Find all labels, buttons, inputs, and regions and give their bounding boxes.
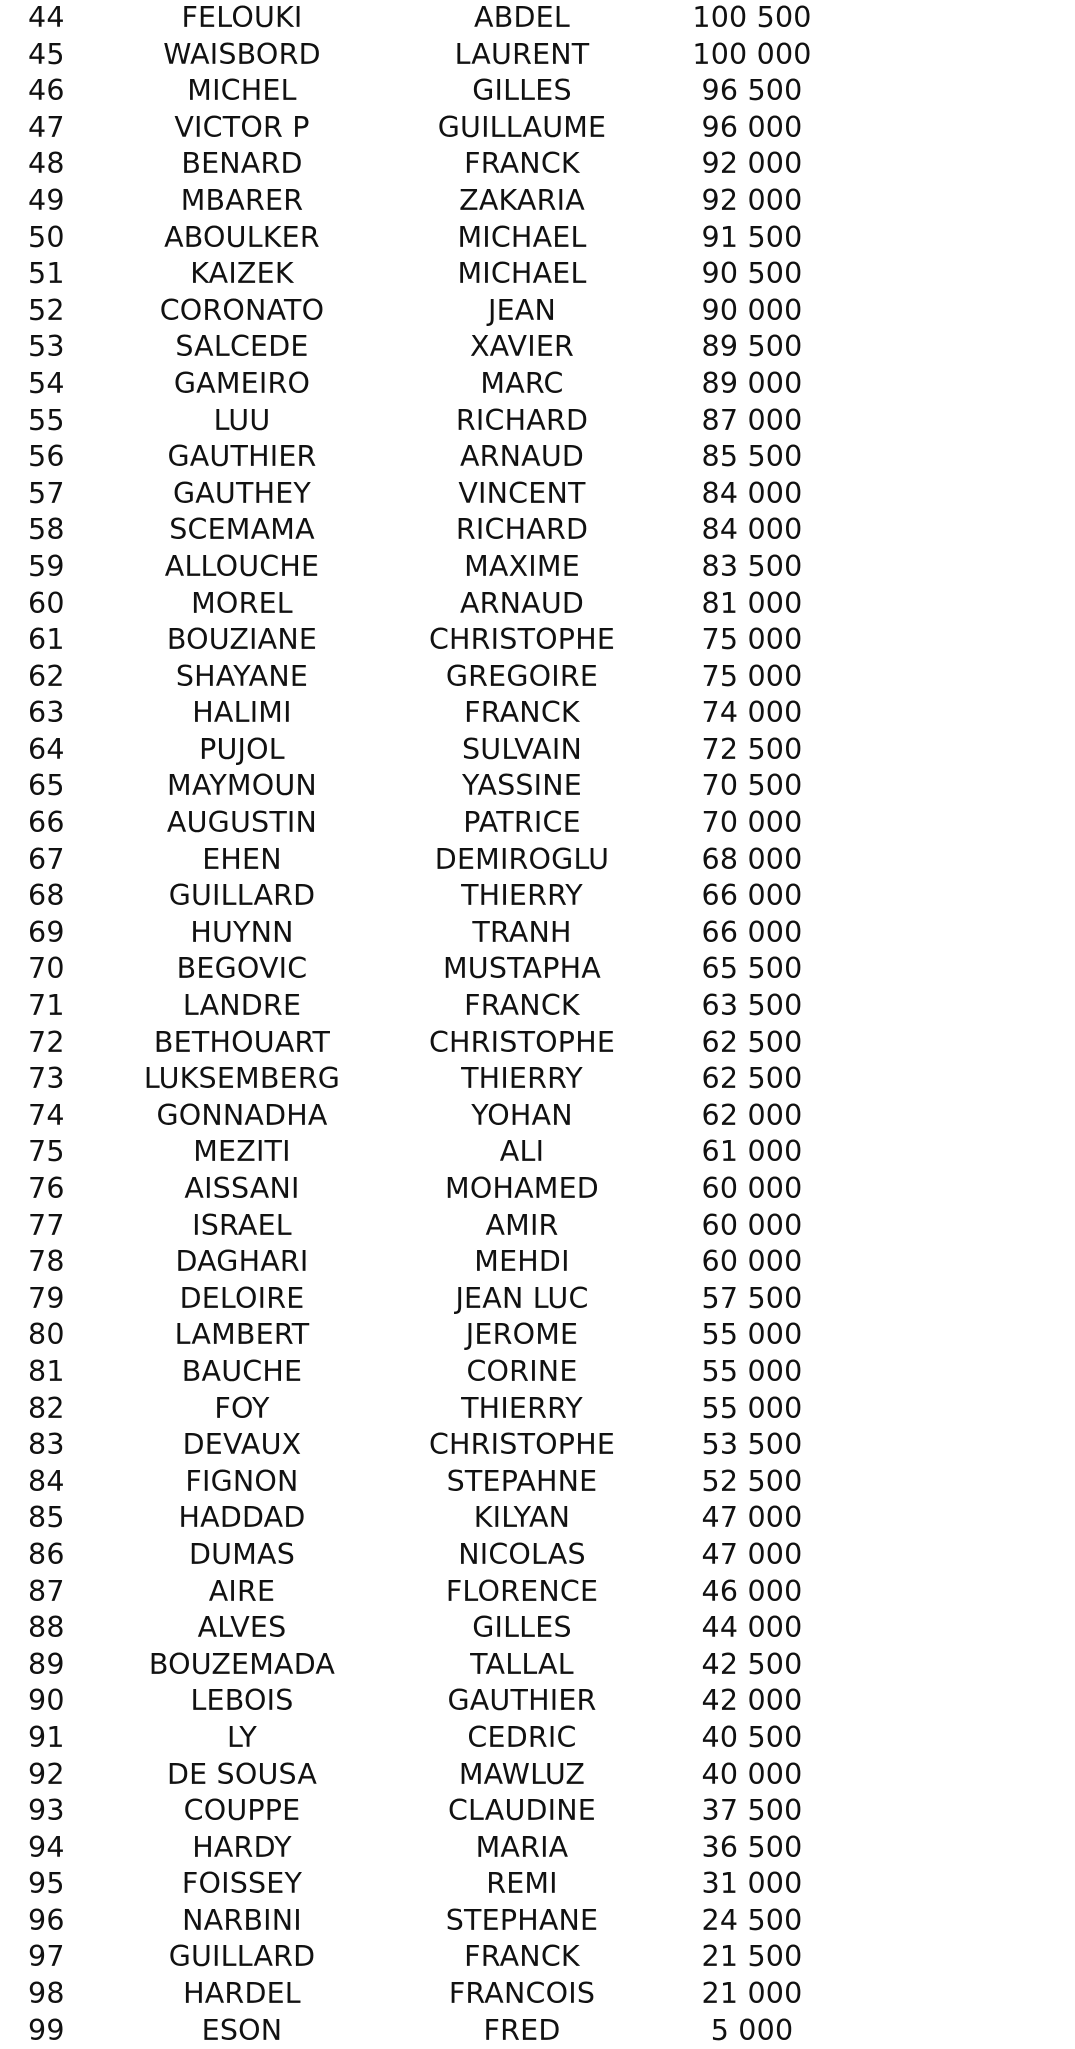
first-name-cell: STEPAHNE xyxy=(446,1464,598,1498)
last-name-cell: DUMAS xyxy=(189,1537,295,1571)
first-name-cell: CHRISTOPHE xyxy=(428,623,616,657)
first-name-cell: CORINE xyxy=(466,1354,578,1388)
table-row xyxy=(0,183,1075,220)
table-row xyxy=(0,146,1075,183)
last-name-cell: DEVAUX xyxy=(182,1428,302,1462)
table-row xyxy=(0,293,1075,330)
amount-cell: 31 000 xyxy=(701,1867,803,1901)
amount-cell: 61 000 xyxy=(701,1135,803,1169)
last-name-cell: SALCEDE xyxy=(175,330,309,364)
table-row xyxy=(0,37,1075,74)
amount-cell: 52 500 xyxy=(701,1464,803,1498)
rank-cell: 68 xyxy=(28,879,65,913)
rank-cell: 92 xyxy=(28,1757,65,1791)
table-row xyxy=(0,1244,1075,1281)
rank-cell: 62 xyxy=(28,659,65,693)
amount-cell: 40 500 xyxy=(701,1720,803,1754)
table-row xyxy=(0,878,1075,915)
table-row xyxy=(0,1866,1075,1903)
table-row xyxy=(0,1134,1075,1171)
amount-cell: 53 500 xyxy=(701,1428,803,1462)
amount-cell: 24 500 xyxy=(701,1903,803,1937)
rank-cell: 80 xyxy=(28,1318,65,1352)
first-name-cell: GAUTHIER xyxy=(447,1684,597,1718)
rank-cell: 81 xyxy=(28,1354,65,1388)
amount-cell: 85 500 xyxy=(701,440,803,474)
first-name-cell: AMIR xyxy=(485,1208,559,1242)
last-name-cell: NARBINI xyxy=(182,1903,302,1937)
first-name-cell: CLAUDINE xyxy=(447,1794,597,1828)
table-row xyxy=(0,476,1075,513)
amount-cell: 70 000 xyxy=(701,806,803,840)
last-name-cell: HALIMI xyxy=(192,696,292,730)
rank-cell: 90 xyxy=(28,1684,65,1718)
rank-cell: 55 xyxy=(28,403,65,437)
last-name-cell: HARDEL xyxy=(183,1977,301,2011)
first-name-cell: PATRICE xyxy=(463,806,581,840)
rank-cell: 77 xyxy=(28,1208,65,1242)
last-name-cell: FOISSEY xyxy=(181,1867,303,1901)
table-row xyxy=(0,403,1075,440)
table-row xyxy=(0,1464,1075,1501)
table-row xyxy=(0,73,1075,110)
rank-cell: 83 xyxy=(28,1428,65,1462)
rank-cell: 58 xyxy=(28,513,65,547)
last-name-cell: LY xyxy=(227,1720,257,1754)
amount-cell: 5 000 xyxy=(710,2013,794,2047)
first-name-cell: THIERRY xyxy=(461,879,583,913)
amount-cell: 62 500 xyxy=(701,1025,803,1059)
first-name-cell: YASSINE xyxy=(461,769,582,803)
first-name-cell: STEPHANE xyxy=(445,1903,599,1937)
last-name-cell: SHAYANE xyxy=(175,659,309,693)
first-name-cell: TRANH xyxy=(472,915,572,949)
amount-cell: 91 500 xyxy=(701,220,803,254)
amount-cell: 83 500 xyxy=(701,549,803,583)
rank-cell: 82 xyxy=(28,1391,65,1425)
table-row xyxy=(0,842,1075,879)
last-name-cell: BOUZEMADA xyxy=(148,1647,336,1681)
last-name-cell: MOREL xyxy=(191,586,293,620)
table-row xyxy=(0,1208,1075,1245)
first-name-cell: ARNAUD xyxy=(459,440,585,474)
last-name-cell: GAMEIRO xyxy=(173,366,311,400)
table-row xyxy=(0,1757,1075,1794)
first-name-cell: CHRISTOPHE xyxy=(428,1025,616,1059)
first-name-cell: THIERRY xyxy=(461,1391,583,1425)
first-name-cell: MICHAEL xyxy=(457,257,587,291)
table-row xyxy=(0,805,1075,842)
table-row xyxy=(0,1537,1075,1574)
first-name-cell: XAVIER xyxy=(469,330,575,364)
first-name-cell: MEHDI xyxy=(474,1245,570,1279)
last-name-cell: HARDY xyxy=(192,1830,292,1864)
amount-cell: 84 000 xyxy=(701,513,803,547)
amount-cell: 47 000 xyxy=(701,1501,803,1535)
first-name-cell: GUILLAUME xyxy=(437,110,607,144)
last-name-cell: BAUCHE xyxy=(181,1354,303,1388)
amount-cell: 40 000 xyxy=(701,1757,803,1791)
table-row xyxy=(0,220,1075,257)
rank-cell: 85 xyxy=(28,1501,65,1535)
last-name-cell: FOY xyxy=(214,1391,270,1425)
last-name-cell: MBARER xyxy=(180,183,304,217)
rank-cell: 98 xyxy=(28,1977,65,2011)
amount-cell: 57 500 xyxy=(701,1281,803,1315)
table-row xyxy=(0,549,1075,586)
last-name-cell: DE SOUSA xyxy=(166,1757,318,1791)
last-name-cell: MAYMOUN xyxy=(167,769,317,803)
table-row xyxy=(0,329,1075,366)
table-row xyxy=(0,732,1075,769)
first-name-cell: RICHARD xyxy=(455,403,589,437)
amount-cell: 75 000 xyxy=(701,659,803,693)
rank-cell: 47 xyxy=(28,110,65,144)
first-name-cell: MOHAMED xyxy=(445,1172,599,1205)
table-row xyxy=(0,695,1075,732)
amount-cell: 90 500 xyxy=(701,257,803,291)
first-name-cell: REMI xyxy=(486,1867,558,1901)
table-row xyxy=(0,1793,1075,1830)
last-name-cell: HADDAD xyxy=(178,1501,306,1535)
last-name-cell: COUPPE xyxy=(183,1794,301,1828)
last-name-cell: LEBOIS xyxy=(190,1684,294,1718)
first-name-cell: THIERRY xyxy=(461,1062,583,1096)
table-row xyxy=(0,1500,1075,1537)
table-row xyxy=(0,1281,1075,1318)
rank-cell: 57 xyxy=(28,476,65,510)
table-row xyxy=(0,768,1075,805)
last-name-cell: BOUZIANE xyxy=(166,623,318,657)
first-name-cell: RICHARD xyxy=(455,513,589,547)
last-name-cell: BEGOVIC xyxy=(176,952,308,986)
rank-cell: 59 xyxy=(28,549,65,583)
rank-cell: 84 xyxy=(28,1464,65,1498)
last-name-cell: GAUTHIER xyxy=(167,440,317,474)
table-row xyxy=(0,1061,1075,1098)
amount-cell: 87 000 xyxy=(701,403,803,437)
table-row xyxy=(0,1025,1075,1062)
rank-cell: 60 xyxy=(28,586,65,620)
table-row xyxy=(0,1720,1075,1757)
last-name-cell: MEZITI xyxy=(193,1135,291,1169)
first-name-cell: JEROME xyxy=(465,1318,579,1352)
first-name-cell: FRANCOIS xyxy=(448,1977,596,2011)
amount-cell: 100 000 xyxy=(692,37,812,71)
last-name-cell: BETHOUART xyxy=(153,1025,331,1059)
first-name-cell: NICOLAS xyxy=(458,1537,586,1571)
rank-cell: 95 xyxy=(28,1867,65,1901)
last-name-cell: VICTOR P xyxy=(174,110,310,144)
amount-cell: 46 000 xyxy=(701,1574,803,1608)
table-row xyxy=(0,1391,1075,1428)
table-row xyxy=(0,1830,1075,1867)
first-name-cell: ARNAUD xyxy=(459,586,585,620)
amount-cell: 21 000 xyxy=(701,1977,803,2011)
last-name-cell: AUGUSTIN xyxy=(166,806,318,840)
first-name-cell: MICHAEL xyxy=(457,220,587,254)
table-row xyxy=(0,256,1075,293)
last-name-cell: CORONATO xyxy=(159,293,325,327)
table-row xyxy=(0,1903,1075,1940)
amount-cell: 92 000 xyxy=(701,183,803,217)
rank-cell: 50 xyxy=(28,220,65,254)
last-name-cell: LUU xyxy=(213,403,271,437)
table-row xyxy=(0,622,1075,659)
rank-cell: 48 xyxy=(28,147,65,181)
rank-cell: 72 xyxy=(28,1025,65,1059)
last-name-cell: GUILLARD xyxy=(168,879,316,913)
amount-cell: 47 000 xyxy=(701,1537,803,1571)
amount-cell: 55 000 xyxy=(701,1318,803,1352)
table-row xyxy=(0,1427,1075,1464)
rank-cell: 46 xyxy=(28,74,65,108)
amount-cell: 92 000 xyxy=(701,147,803,181)
rank-cell: 51 xyxy=(28,257,65,291)
amount-cell: 60 000 xyxy=(701,1245,803,1279)
last-name-cell: EHEN xyxy=(202,842,282,876)
table-row xyxy=(0,1317,1075,1354)
last-name-cell: GUILLARD xyxy=(168,1940,316,1974)
table-row xyxy=(0,1683,1075,1720)
rank-cell: 75 xyxy=(28,1135,65,1169)
first-name-cell: MUSTAPHA xyxy=(443,952,601,986)
table-row xyxy=(0,1976,1075,2013)
rank-cell: 65 xyxy=(28,769,65,803)
table-row xyxy=(0,1939,1075,1976)
rank-cell: 66 xyxy=(28,806,65,840)
amount-cell: 68 000 xyxy=(701,842,803,876)
amount-cell: 84 000 xyxy=(701,476,803,510)
rank-cell: 49 xyxy=(28,183,65,217)
last-name-cell: ISRAEL xyxy=(192,1208,292,1242)
rank-cell: 79 xyxy=(28,1281,65,1315)
first-name-cell: GILLES xyxy=(472,1611,572,1645)
table-row xyxy=(0,659,1075,696)
rank-cell: 76 xyxy=(28,1172,65,1205)
first-name-cell: ALI xyxy=(499,1135,545,1169)
rank-cell: 74 xyxy=(28,1098,65,1132)
table-row xyxy=(0,586,1075,623)
amount-cell: 62 000 xyxy=(701,1098,803,1132)
last-name-cell: AIRE xyxy=(208,1574,276,1608)
rank-cell: 64 xyxy=(28,732,65,766)
last-name-cell: GAUTHEY xyxy=(172,476,312,510)
last-name-cell: GONNADHA xyxy=(156,1098,328,1132)
table-row xyxy=(0,1647,1075,1684)
rank-cell: 78 xyxy=(28,1245,65,1279)
amount-cell: 37 500 xyxy=(701,1794,803,1828)
rank-cell: 61 xyxy=(28,623,65,657)
first-name-cell: TALLAL xyxy=(470,1647,574,1681)
amount-cell: 62 500 xyxy=(701,1062,803,1096)
rank-cell: 88 xyxy=(28,1611,65,1645)
amount-cell: 100 500 xyxy=(692,1,812,34)
rank-cell: 71 xyxy=(28,989,65,1023)
first-name-cell: GREGOIRE xyxy=(445,659,599,693)
rank-cell: 56 xyxy=(28,440,65,474)
first-name-cell: JEAN xyxy=(487,293,557,327)
first-name-cell: FRANCK xyxy=(464,1940,580,1974)
first-name-cell: ABDEL xyxy=(474,1,570,34)
amount-cell: 74 000 xyxy=(701,696,803,730)
last-name-cell: FELOUKI xyxy=(181,1,303,34)
first-name-cell: CEDRIC xyxy=(467,1720,577,1754)
first-name-cell: FLORENCE xyxy=(445,1574,599,1608)
rank-cell: 89 xyxy=(28,1647,65,1681)
amount-cell: 55 000 xyxy=(701,1354,803,1388)
rank-cell: 52 xyxy=(28,293,65,327)
last-name-cell: ALVES xyxy=(197,1611,287,1645)
rank-cell: 86 xyxy=(28,1537,65,1571)
table-row xyxy=(0,1574,1075,1611)
table-row xyxy=(0,439,1075,476)
first-name-cell: LAURENT xyxy=(454,37,590,71)
rank-cell: 87 xyxy=(28,1574,65,1608)
amount-cell: 75 000 xyxy=(701,623,803,657)
first-name-cell: GILLES xyxy=(472,74,572,108)
rank-cell: 69 xyxy=(28,915,65,949)
amount-cell: 96 000 xyxy=(701,110,803,144)
amount-cell: 90 000 xyxy=(701,293,803,327)
last-name-cell: DELOIRE xyxy=(179,1281,305,1315)
first-name-cell: DEMIROGLU xyxy=(434,842,610,876)
rank-cell: 67 xyxy=(28,842,65,876)
first-name-cell: YOHAN xyxy=(471,1098,573,1132)
table-row xyxy=(0,110,1075,147)
last-name-cell: AISSANI xyxy=(184,1172,300,1205)
first-name-cell: MARC xyxy=(480,366,564,400)
first-name-cell: VINCENT xyxy=(458,476,586,510)
last-name-cell: LAMBERT xyxy=(174,1318,310,1352)
last-name-cell: ESON xyxy=(201,2013,283,2047)
first-name-cell: JEAN LUC xyxy=(455,1281,589,1315)
first-name-cell: FRED xyxy=(483,2013,561,2047)
table-row xyxy=(0,951,1075,988)
amount-cell: 36 500 xyxy=(701,1830,803,1864)
last-name-cell: BENARD xyxy=(181,147,303,181)
table-row xyxy=(0,0,1075,37)
amount-cell: 55 000 xyxy=(701,1391,803,1425)
amount-cell: 70 500 xyxy=(701,769,803,803)
table-row xyxy=(0,1354,1075,1391)
first-name-cell: ZAKARIA xyxy=(459,183,585,217)
last-name-cell: FIGNON xyxy=(185,1464,299,1498)
amount-cell: 42 500 xyxy=(701,1647,803,1681)
table-row xyxy=(0,366,1075,403)
rank-cell: 94 xyxy=(28,1830,65,1864)
table-row xyxy=(0,1171,1075,1208)
amount-cell: 60 000 xyxy=(701,1208,803,1242)
amount-cell: 60 000 xyxy=(701,1172,803,1205)
last-name-cell: KAIZEK xyxy=(190,257,294,291)
table-row xyxy=(0,988,1075,1025)
first-name-cell: KILYAN xyxy=(473,1501,571,1535)
last-name-cell: ABOULKER xyxy=(164,220,320,254)
last-name-cell: MICHEL xyxy=(187,74,297,108)
rank-cell: 99 xyxy=(28,2013,65,2047)
amount-cell: 81 000 xyxy=(701,586,803,620)
amount-cell: 72 500 xyxy=(701,732,803,766)
last-name-cell: HUYNN xyxy=(190,915,294,949)
first-name-cell: MARIA xyxy=(475,1830,569,1864)
amount-cell: 63 500 xyxy=(701,989,803,1023)
rank-cell: 97 xyxy=(28,1940,65,1974)
rank-cell: 44 xyxy=(28,1,65,34)
rank-cell: 53 xyxy=(28,330,65,364)
last-name-cell: SCEMAMA xyxy=(169,513,315,547)
amount-cell: 44 000 xyxy=(701,1611,803,1645)
amount-cell: 66 000 xyxy=(701,879,803,913)
amount-cell: 96 500 xyxy=(701,74,803,108)
amount-cell: 66 000 xyxy=(701,915,803,949)
amount-cell: 65 500 xyxy=(701,952,803,986)
first-name-cell: CHRISTOPHE xyxy=(428,1428,616,1462)
amount-cell: 42 000 xyxy=(701,1684,803,1718)
rank-cell: 96 xyxy=(28,1903,65,1937)
last-name-cell: LUKSEMBERG xyxy=(143,1062,341,1096)
rank-cell: 63 xyxy=(28,696,65,730)
table-row xyxy=(0,1098,1075,1135)
rank-cell: 91 xyxy=(28,1720,65,1754)
last-name-cell: DAGHARI xyxy=(175,1245,309,1279)
amount-cell: 89 500 xyxy=(701,330,803,364)
first-name-cell: MAWLUZ xyxy=(458,1757,586,1791)
rank-cell: 93 xyxy=(28,1794,65,1828)
last-name-cell: WAISBORD xyxy=(163,37,321,71)
rank-cell: 70 xyxy=(28,952,65,986)
table-row xyxy=(0,1610,1075,1647)
last-name-cell: LANDRE xyxy=(182,989,302,1023)
table-row xyxy=(0,2013,1075,2049)
last-name-cell: PUJOL xyxy=(199,732,285,766)
table-row xyxy=(0,915,1075,952)
amount-cell: 21 500 xyxy=(701,1940,803,1974)
table-row xyxy=(0,512,1075,549)
rank-cell: 73 xyxy=(28,1062,65,1096)
first-name-cell: MAXIME xyxy=(464,549,580,583)
rank-cell: 45 xyxy=(28,37,65,71)
amount-cell: 89 000 xyxy=(701,366,803,400)
first-name-cell: SULVAIN xyxy=(462,732,582,766)
rank-cell: 54 xyxy=(28,366,65,400)
first-name-cell: FRANCK xyxy=(464,147,580,181)
first-name-cell: FRANCK xyxy=(464,696,580,730)
first-name-cell: FRANCK xyxy=(464,989,580,1023)
last-name-cell: ALLOUCHE xyxy=(164,549,320,583)
